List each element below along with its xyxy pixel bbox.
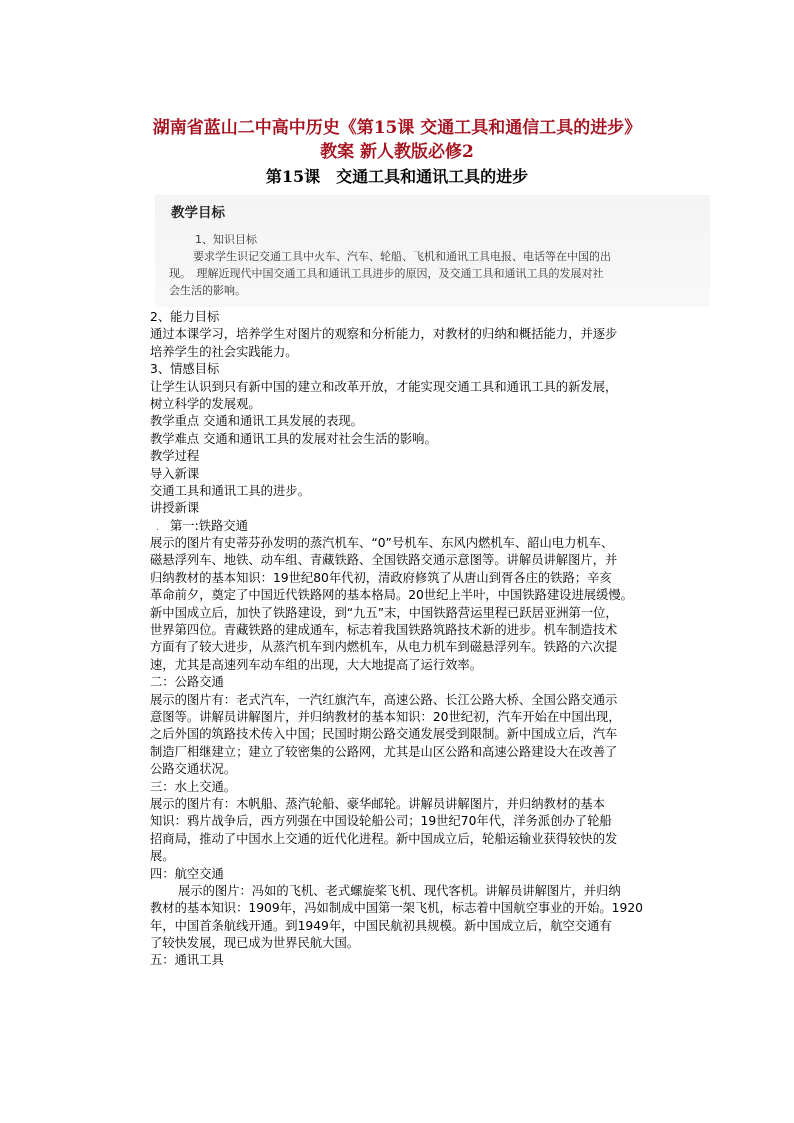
water-heading: 三：水上交通。 [150, 779, 237, 794]
paragraph-line: 磁悬浮列车、地铁、动车组、青藏铁路、全国铁路交通示意图等。讲解员讲解图片，并 [150, 553, 618, 568]
document-title-line-2: 教案 新人教版必修2 [320, 142, 474, 162]
scanned-objectives-block [155, 195, 710, 307]
paragraph-line: 速，尤其是高速列车动车组的出现，大大地提高了运行效率。 [150, 657, 483, 672]
ability-objective-heading: 2、能力目标 [150, 310, 220, 324]
paragraph-line: 交通工具和通讯工具的进步。 [150, 483, 310, 498]
aviation-heading: 四：航空交通 [150, 866, 224, 881]
paragraph-line: 培养学生的社会实践能力。 [150, 344, 298, 359]
paragraph-line: 新中国成立后，加快了铁路建设，到“九五”末，中国铁路营运里程已跃居亚洲第一位， [150, 605, 618, 620]
paragraph-line: 公路交通状况。 [150, 762, 237, 777]
paragraph-line: 招商局，推动了中国水上交通的近代化进程。新中国成立后，轮船运输业获得较快的发 [150, 831, 618, 846]
paragraph-line: 通过本课学习，培养学生对图片的观察和分析能力，对教材的归纳和概括能力，并逐步 [150, 327, 618, 342]
paragraph-line: 树立科学的发展观。 [150, 396, 261, 411]
paragraph-line: 让学生认识到只有新中国的建立和改革开放，才能实现交通工具和通讯工具的新发展， [150, 379, 618, 394]
paragraph-line: 展示的图片有：木帆船、蒸汽轮船、豪华邮轮。讲解员讲解图片，并归纳教材的基本 [150, 796, 605, 811]
paragraph-line: 展。 [150, 849, 175, 864]
scan-text-line: 现。 理解近现代中国交通工具和通讯工具进步的原因，及交通工具和通讯工具的发展对社 [169, 267, 604, 280]
paragraph-line: 归纳教材的基本知识：19世纪80年代初，清政府修筑了从唐山到胥各庄的铁路；辛亥 [150, 570, 612, 585]
emotion-objective-heading: 3、情感目标 [150, 362, 220, 377]
paragraph-line: 之后外国的筑路技术传入中国；民国时期公路交通发展受到限制。新中国成立后，汽车 [150, 727, 618, 742]
teaching-difficulty: 教学难点 交通和通讯工具的发展对社会生活的影响。 [150, 431, 437, 446]
scan-text-line: 会生活的影响。 [169, 284, 246, 297]
intro-heading: 导入新课 [150, 466, 200, 481]
paragraph-line: 教材的基本知识：1909年，冯如制成中国第一架飞机，标志着中国航空事业的开始。1920 [150, 901, 643, 916]
teaching-process-heading: 教学过程 [150, 449, 200, 464]
paragraph-line: 意图等。讲解员讲解图片，并归纳教材的基本知识：20世纪初，汽车开始在中国出现， [150, 709, 621, 724]
road-heading: 二：公路交通 [150, 675, 224, 690]
paragraph-line: 革命前夕，奠定了中国近代铁路网的基本格局。20世纪上半叶，中国铁路建设进展缓慢。 [150, 588, 633, 603]
paragraph-line: 了较快发展，现已成为世界民航大国。 [150, 936, 360, 951]
scan-text-line: 要求学生识记交通工具中火车、汽车、轮船、飞机和通讯工具电报、电话等在中国的出 [193, 250, 611, 263]
paragraph-line: 方面有了较大进步，从蒸汽机车到内燃机车，从电力机车到磁悬浮列车。铁路的六次提 [150, 640, 618, 655]
paragraph-line: 世界第四位。青藏铁路的建成通车，标志着我国铁路筑路技术新的进步。机车制造技术 [150, 623, 618, 638]
railway-heading [150, 518, 690, 535]
document-title-line-1: 湖南省蓝山二中高中历史《第15课 交通工具和通信工具的进步》 [152, 118, 642, 138]
lesson-body [150, 309, 690, 970]
bullet-marker: . [156, 522, 159, 533]
teaching-objectives-heading: 教学目标 [171, 205, 225, 221]
paragraph-line: 制造厂相继建立；建立了较密集的公路网，尤其是山区公路和高速公路建设大在改善了 [150, 744, 618, 759]
railway-heading-text: 第一:铁路交通 [170, 518, 248, 533]
knowledge-objective-label: 1、知识目标 [195, 233, 257, 246]
paragraph-line: 展示的图片有：老式汽车，一汽红旗汽车，高速公路、长江公路大桥、全国公路交通示 [150, 692, 618, 707]
paragraph-line: 展示的图片：冯如的飞机、老式螺旋桨飞机、现代客机。讲解员讲解图片，并归纳 [178, 883, 621, 898]
communication-heading: 五：通讯工具 [150, 953, 224, 968]
lesson-title: 第15课 交通工具和通讯工具的进步 [265, 167, 529, 186]
paragraph-line: 知识：鸦片战争后，西方列强在中国设轮船公司；19世纪70年代，洋务派创办了轮船 [150, 814, 612, 829]
new-lesson-heading: 讲授新课 [150, 501, 200, 516]
paragraph-line: 年，中国首条航线开通。到1949年，中国民航初具规模。新中国成立后，航空交通有 [150, 918, 612, 933]
teaching-focus: 教学重点 交通和通讯工具发展的表现。 [150, 414, 363, 429]
paragraph-line: 展示的图片有史蒂芬孙发明的蒸汽机车、“0”号机车、东风内燃机车、韶山电力机车、 [150, 536, 614, 551]
